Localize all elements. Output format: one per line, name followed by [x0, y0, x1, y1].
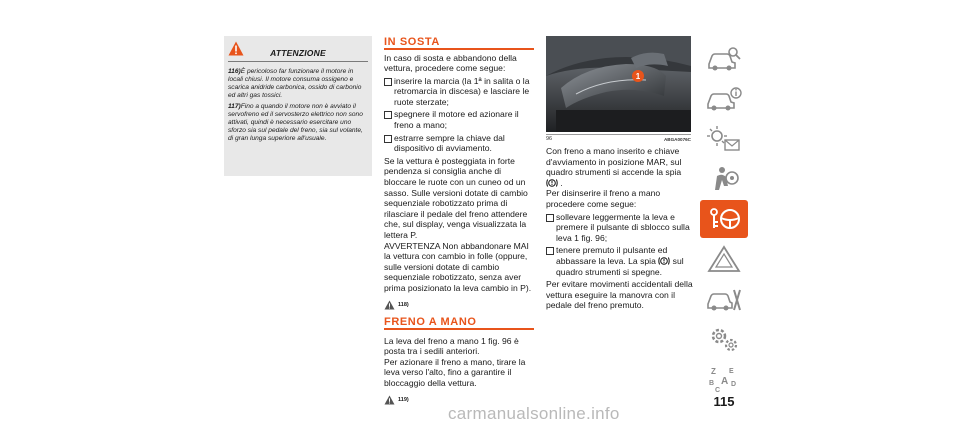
warning-item: 116)È pericoloso far funzionare il motore in locali chiusi. Il motore consuma ossigeno e scarica anidride carbonica, ossido di carbonio ed altri gas tossici. [228, 68, 362, 99]
svg-text:C: C [715, 387, 721, 394]
warning-triangle-icon [705, 244, 743, 274]
gears-icon [705, 324, 743, 354]
warning-body [228, 68, 368, 146]
warning-triangle-icon [384, 395, 395, 405]
sidebar-item-maintenance[interactable] [700, 280, 748, 318]
brake-warning-lamp-icon [546, 178, 558, 188]
caution-paragraph: Per evitare movimenti accidentali della vettura eseguire la manovra con il pedale del freno premuto. [546, 279, 693, 311]
svg-text:A: A [721, 376, 729, 387]
sidebar-item-safety[interactable] [700, 160, 748, 198]
figure-number: 96 [546, 136, 553, 142]
list-item: estrarre sempre la chiave dal dispositivo di avviamento. [384, 133, 534, 154]
handbrake-photo [546, 36, 691, 132]
svg-text:B: B [709, 380, 715, 387]
figure-caption [546, 134, 691, 142]
sidebar-item-emergency[interactable] [700, 240, 748, 278]
in-sosta-avvertenza: AVVERTENZA Non abbandonare MAI la vettura con cambio in folle (oppure, sulle versioni dotate di cambio sequenziale robotizzato, senza aver prima posizionato la leva cambio in P). [384, 240, 532, 293]
lights-message-icon [705, 124, 743, 154]
page-number: 115 [713, 394, 735, 409]
key-steering-icon [705, 204, 743, 234]
handbrake-image [546, 36, 691, 132]
warning-divider [228, 61, 368, 62]
warning-triangle-icon [384, 300, 395, 310]
brake-warning-lamp-icon [658, 256, 670, 266]
warning-header [224, 36, 372, 62]
svg-text:E: E [729, 368, 734, 375]
title-underline [384, 48, 534, 50]
section-title-freno-a-mano: FRENO A MANO [384, 316, 477, 329]
middle-column [384, 36, 534, 411]
warning-box [224, 36, 372, 176]
car-search-icon [705, 44, 743, 74]
sidebar-item-safety-lights[interactable] [700, 120, 748, 158]
list-item: sollevare leggermente la leva e premere il pulsante di sblocco sulla leva 1 fig. 96; [546, 212, 694, 244]
chapter-sidebar [700, 40, 748, 400]
car-tools-icon [705, 284, 743, 314]
airbag-person-icon [705, 164, 743, 194]
freno-paragraph: La leva del freno a mano 1 fig. 96 è posta tra i sedili anteriori. [384, 335, 519, 357]
warning-item: 117)Fino a quando il motore non è avviato il servofreno ed il servosterzo elettrico non sono attivati, quindi è necessario esercitare uno sforzo sia sul pedale del freno, sia sul volante, di gran lunga superiore all'usuale. [228, 103, 363, 142]
sidebar-item-knowing-car[interactable] [700, 80, 748, 118]
warning-title: ATTENZIONE [270, 48, 326, 58]
list-item: inserire la marcia (la 1ª in salita o la retromarcia in discesa) e lasciare le ruote sterzate; [384, 76, 534, 108]
figure-callout: 1 [635, 72, 641, 81]
list-item: tenere premuto il pulsante ed abbassare la leva. La spia sul quadro strumenti si spegne. [546, 245, 694, 277]
sidebar-item-technical-data[interactable] [700, 320, 748, 358]
sidebar-item-starting-driving[interactable] [700, 200, 748, 238]
warning-reference: 119) [384, 395, 534, 406]
right-column [546, 146, 694, 311]
section-title-in-sosta: IN SOSTA [384, 36, 440, 48]
handbrake-lamp-paragraph: Con freno a mano inserito e chiave d'avviamento in posizione MAR, sul quadro strumenti si accende la spia . [546, 146, 682, 188]
sidebar-item-index[interactable] [700, 360, 748, 398]
svg-text:Z: Z [711, 367, 716, 376]
freno-paragraph: Per azionare il freno a mano, tirare la leva verso l'alto, fino a garantire il bloccaggio della vettura. [384, 356, 526, 389]
car-info-icon [705, 84, 743, 114]
title-underline [384, 328, 534, 330]
alphabet-index-icon [705, 364, 743, 394]
list-item: spegnere il motore ed azionare il freno a mano; [384, 109, 534, 130]
release-intro: Per disinserire il freno a mano procedere come segue: [546, 188, 661, 209]
in-sosta-intro: In caso di sosta e abbandono della vettura, procedere come segue: [384, 52, 517, 74]
watermark: carmanualsonline.info [448, 404, 620, 423]
warning-reference: 118) [384, 300, 534, 311]
figure-code: ABGA0076C [663, 137, 691, 142]
sidebar-item-dashboard[interactable] [700, 40, 748, 78]
in-sosta-paragraph: Se la vettura è posteggiata in forte pendenza si consiglia anche di bloccare le ruote con un cuneo od un sasso. Sulle versioni dotate di cambio sequenziale robotizzato prima di rilasciare il pedale del freno attendere che, sul display, venga visualizzata la lettera P. [384, 155, 528, 240]
svg-text:D: D [731, 381, 737, 388]
